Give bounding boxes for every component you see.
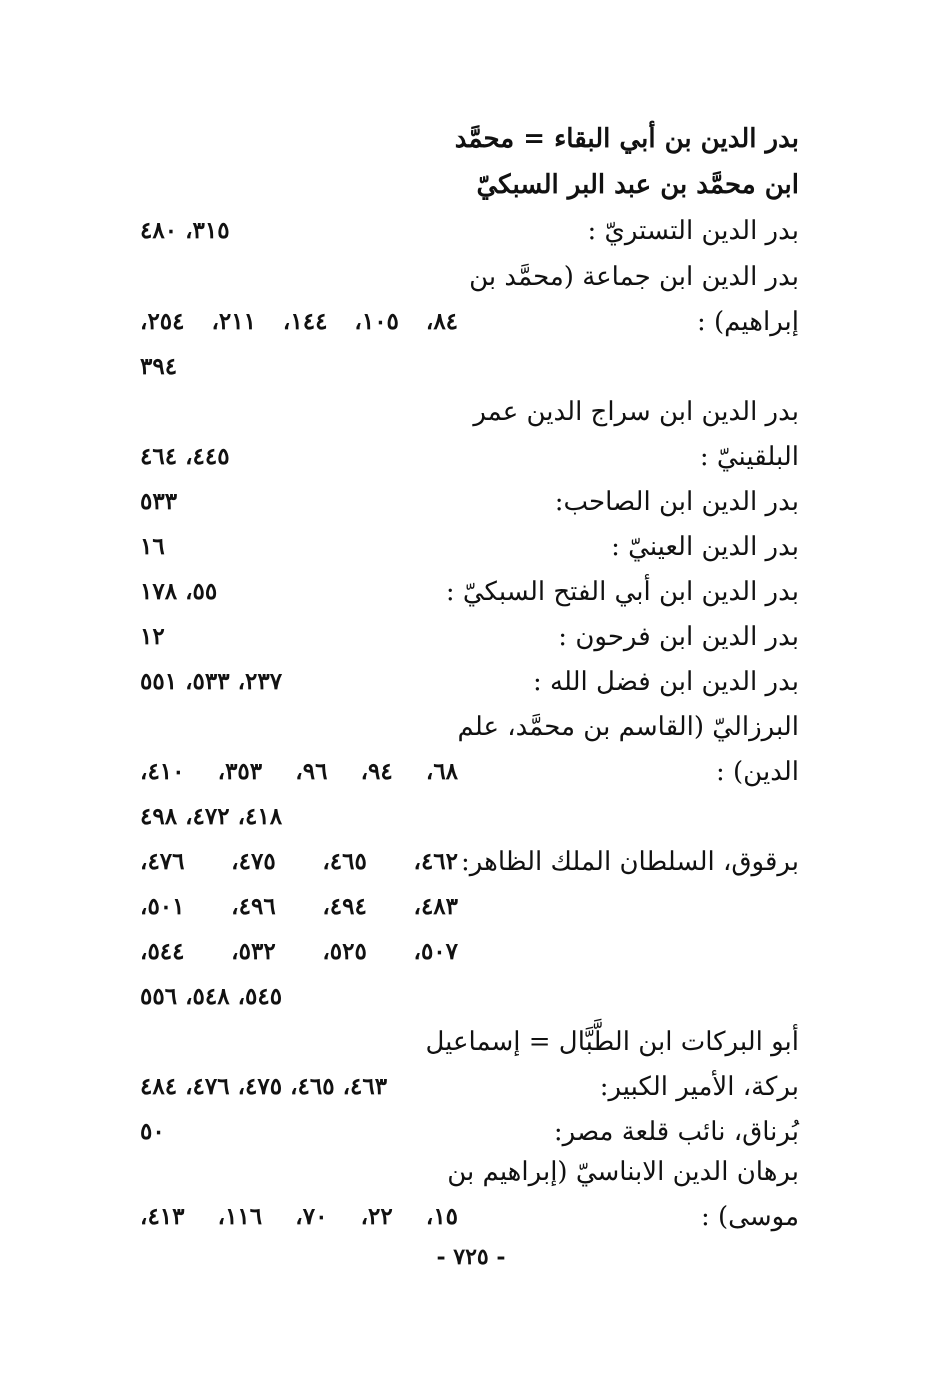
- entry-name: بدر الدين ابن فضل الله :: [533, 667, 799, 697]
- entry-name: ابن محمَّد بن عبد البر السبكيّ: [476, 170, 799, 200]
- entry-pages: [140, 116, 458, 162]
- entry-name: بُرناق، نائب قلعة مصر:: [553, 1117, 799, 1147]
- index-line-12: [0, 614, 942, 660]
- index-line-18: [0, 884, 942, 930]
- entry-name: أبو البركات ابن الطَّبَّال = إسماعيل: [425, 1027, 799, 1057]
- index-line-4: [0, 254, 942, 300]
- index-line-3: [0, 208, 942, 254]
- index-line-22: [0, 1064, 942, 1110]
- entry-name: موسى) :: [701, 1202, 799, 1232]
- entry-name: بدر الدين ابن فرحون :: [558, 622, 799, 652]
- index-line-13: [0, 659, 942, 705]
- entry-pages: [140, 1019, 458, 1065]
- entry-pages: ٥٤٥، ٥٤٨، ٥٥٦: [140, 983, 283, 1010]
- entry-name: برهان الدين الابناسيّ (إبراهيم بن: [447, 1157, 799, 1187]
- index-line-15: [0, 749, 942, 795]
- entry-name: الدين) :: [716, 757, 799, 787]
- entry-pages: ٤٤٥، ٤٦٤: [140, 443, 230, 470]
- index-line-2: [0, 162, 942, 208]
- entry-name: بدر الدين ابن سراج الدين عمر: [473, 397, 799, 427]
- entry-name: بركة، الأمير الكبير:: [599, 1072, 799, 1102]
- entry-name: بدر الدين ابن أبي الفتح السبكيّ :: [445, 577, 799, 607]
- entry-pages: ٣١٥، ٤٨٠: [140, 217, 230, 244]
- entry-pages: ١٢: [140, 623, 165, 650]
- index-line-10: [0, 524, 942, 570]
- index-line-7: [0, 389, 942, 435]
- entry-pages: ٥٠٧، ٥٢٥، ٥٣٢، ٥٤٤،: [140, 938, 459, 965]
- entry-pages: ٤٦٢، ٤٦٥، ٤٧٥، ٤٧٦،: [140, 848, 459, 875]
- index-line-20: [0, 974, 942, 1020]
- entry-name: البلقينيّ :: [699, 442, 799, 472]
- entry-pages: ٤١٨، ٤٧٢، ٤٩٨: [140, 803, 283, 830]
- entry-name: [469, 929, 799, 975]
- entry-name: برقوق، السلطان الملك الظاهر:: [461, 847, 799, 877]
- entry-name: [469, 884, 799, 930]
- index-line-19: [0, 929, 942, 975]
- page-number: - ٧٢٥ -: [436, 1244, 506, 1270]
- index-line-21: [0, 1019, 942, 1065]
- entry-name: بدر الدين بن أبي البقاء = محمَّد: [454, 124, 799, 154]
- entry-pages: ٥٥، ١٧٨: [140, 578, 218, 605]
- index-line-8: [0, 434, 942, 480]
- entry-name: إبراهيم) :: [696, 307, 799, 337]
- entry-pages: ٣٩٤: [140, 353, 178, 380]
- entry-pages: ٦٨، ٩٤، ٩٦، ٣٥٣، ٤١٠،: [140, 758, 459, 785]
- index-line-9: [0, 479, 942, 525]
- entry-name: [469, 794, 799, 840]
- index-line-17: [0, 839, 942, 885]
- entry-name: البرزاليّ (القاسم بن محمَّد، علم: [457, 712, 799, 742]
- entry-pages: [140, 389, 458, 435]
- entry-pages: ١٥، ٢٢، ٧٠، ١١٦، ٤١٣،: [140, 1203, 459, 1230]
- index-line-25: [0, 1194, 942, 1240]
- index-line-1: [0, 116, 942, 162]
- entry-pages: [140, 1149, 458, 1195]
- entry-name: بدر الدين التستريّ :: [587, 216, 799, 246]
- index-line-24: [0, 1149, 942, 1195]
- entry-name: [469, 344, 799, 390]
- entry-pages: ١٦: [140, 533, 165, 560]
- entry-pages: ٨٤، ١٠٥، ١٤٤، ٢١١، ٢٥٤،: [140, 308, 459, 335]
- entry-pages: ٥٠: [140, 1118, 165, 1145]
- entry-pages: [140, 254, 458, 300]
- index-line-11: [0, 569, 942, 615]
- index-line-16: [0, 794, 942, 840]
- entry-pages: [140, 162, 458, 208]
- entry-pages: ٢٣٧، ٥٣٣، ٥٥١: [140, 668, 283, 695]
- entry-name: بدر الدين العينيّ :: [611, 532, 799, 562]
- entry-pages: [140, 704, 458, 750]
- index-line-5: [0, 299, 942, 345]
- index-line-14: [0, 704, 942, 750]
- entry-pages: ٥٣٣: [140, 488, 178, 515]
- entry-name: بدر الدين ابن الصاحب:: [554, 487, 799, 517]
- entry-pages: ٤٦٣، ٤٦٥، ٤٧٥، ٤٧٦، ٤٨٤: [140, 1073, 388, 1100]
- entry-pages: ٤٨٣، ٤٩٤، ٤٩٦، ٥٠١،: [140, 893, 459, 920]
- index-line-6: [0, 344, 942, 390]
- entry-name: [469, 974, 799, 1020]
- entry-name: بدر الدين ابن جماعة (محمَّد بن: [469, 262, 799, 292]
